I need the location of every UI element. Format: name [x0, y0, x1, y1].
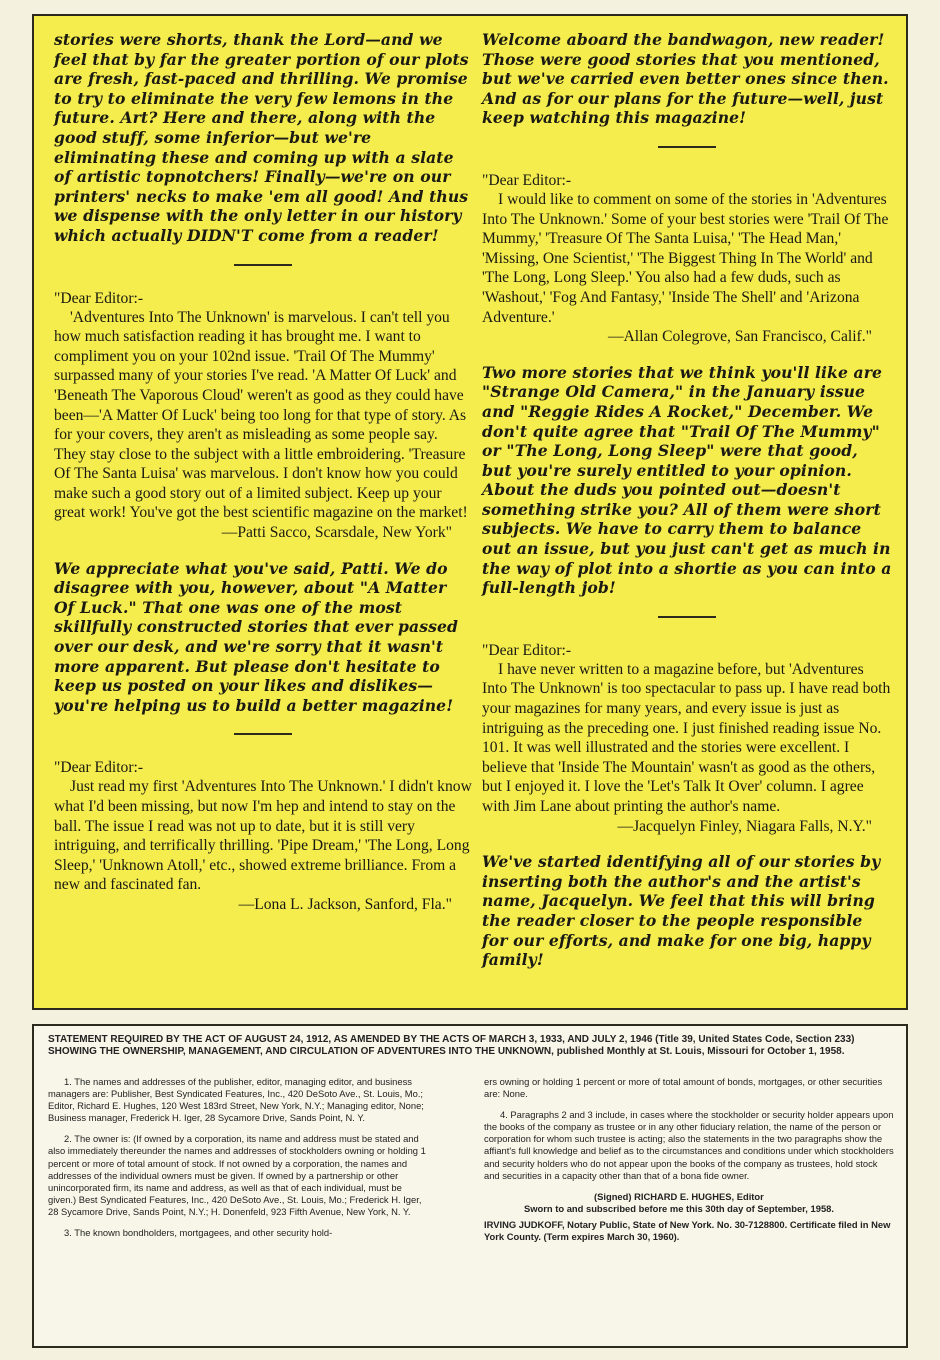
editor-signature: (Signed) RICHARD E. HUGHES, Editor: [594, 1190, 764, 1202]
letter-signature: —Jacquelyn Finley, Niagara Falls, N.Y.": [617, 817, 872, 835]
letter-greeting: "Dear Editor:-: [54, 759, 144, 777]
letter-body: I have never written to a magazine before, but 'Adventures Into The Unknown' is too spectacular to pass up. I have read both your magazines for many years, and every issue is just as intriguing as the preceding one. I just finished reading issue No. 101. It was well illustrated and the stories were excellent. I believe that 'Inside The Mountain' wasn't as good as the others, but I enjoyed it. I love the 'Let's Talk It Over' column. I agree with Jim Lane about printing the author's name.: [482, 660, 891, 815]
separator-rule: [234, 264, 292, 266]
statement-heading: STATEMENT REQUIRED BY THE ACT OF AUGUST 24, 1912, AS AMENDED BY THE ACTS OF MARCH 3, 1933, AND JULY 2, 1946 (Title 39, United States Code, Section 233) SHOWING THE OWNERSHIP, MANAGEMENT, AND CIRCULATION OF ADVENTURES INTO THE UNKNOWN, published Monthly at St. Louis, Missouri for October 1, 1958.: [48, 1034, 855, 1058]
letter-greeting: "Dear Editor:-: [482, 641, 572, 659]
letter-body: Just read my first 'Adventures Into The Unknown.' I didn't know what I'd been missing, but now I'm hep and intend to stay on the ball. The issue I read was not up to date, but it is still very intriguing, and terrifically thrilling. 'Pipe Dream,' 'The Long, Long Sleep,' 'Unknown Atoll,' etc., showed extreme brilliance. From a new and fascinated fan.: [54, 778, 472, 894]
letter-signature: —Allan Colegrove, San Francisco, Calif.": [607, 328, 872, 346]
letter-signature: —Patti Sacco, Scarsdale, New York": [221, 524, 452, 542]
letter-greeting: "Dear Editor:-: [482, 171, 572, 189]
letters-column-left: [54, 30, 472, 915]
sworn-line: Sworn to and subscribed before me this 30th day of September, 1958.: [524, 1202, 834, 1214]
statement-paragraph: 1. The names and addresses of the publisher, editor, managing editor, and business managers are: Publisher, Best Syndicated Features, Inc., 420 DeSoto Ave., St. Louis, Mo.; Editor, Richard E. Hughes, 120 West 183rd Street, New York, N.Y.; Managing editor, None; Business manager, Frederick H. Iger, 28 Sycamore Drive, Sands Point, N. Y.: [48, 1076, 424, 1124]
letter-body: I would like to comment on some of the stories in 'Adventures Into The Unknown.' Some of your best stories were 'Trail Of The Mummy,' 'Treasure Of The Santa Luisa,' 'The Head Man,' 'Missing, One Scientist,' 'The Biggest Thing In The World' and 'The Long, Long Sleep.' You also had a few duds, such as 'Washout,' 'Fog And Fantasy,' 'Inside The Shell' and 'Arizona Adventure.': [482, 190, 889, 326]
statement-column-right: [484, 1076, 894, 1243]
letters-panel: [32, 14, 908, 1010]
letter-signature: —Lona L. Jackson, Sanford, Fla.": [238, 895, 452, 913]
separator-rule: [234, 733, 292, 735]
statement-paragraph: ers owning or holding 1 percent or more of total amount of bonds, mortgages, or other securities are: None.: [484, 1076, 883, 1100]
letter-greeting: "Dear Editor:-: [54, 289, 144, 307]
editor-reply-intro: stories were shorts, thank the Lord—and we feel that by far the greater portion of our plots are fresh, fast-paced and thrilling. We promise to try to eliminate the very few lemons in the future. Art? Here and there, along with the good stuff, some inferior—but we're eliminating these and coming up with a slate of artistic topnotchers! Finally—we're on our printers' necks to make 'em all good! And thus we dispense with the only letter in our history which actually DIDN'T come from a reader!: [54, 30, 469, 245]
statement-paragraph: 2. The owner is: (If owned by a corporation, its name and address must be stated and also immediately thereunder the names and addresses of stockholders owning or holding 1 percent or more of total amount of stock. If not owned by a corporation, the names and addresses of the individual owners must be given. If owned by a partnership or other unincorporated firm, its name and address, as well as that of each individual, must be given.) Best Syndicated Features, Inc., 420 DeSoto Ave., St. Louis, Mo.; Frederick H. Iger, 28 Sycamore Drive, Sands Point, N.Y.; H. Donenfeld, 923 Fifth Avenue, New York, N. Y.: [48, 1133, 426, 1217]
editor-reply: Two more stories that we think you'll like are "Strange Old Camera," in the January issue and "Reggie Rides A Rocket," December. We don't quite agree that "Trail Of The Mummy" or "The Long, Long Sleep" were that good, but you're surely entitled to your opinion. About the duds you pointed out—doesn't something strike you? All of them were short subjects. We have to carry them to balance out an issue, but you just can't get as much in the way of plot into a shortie as you can into a full-length job!: [482, 362, 892, 598]
editor-reply: We appreciate what you've said, Patti. We do disagree with you, however, about "A Matter Of Luck." That one was one of the most skillfully constructed stories that ever passed over our desk, and we're sorry that it wasn't more apparent. But please don't hesitate to keep us posted on your likes and dislikes—you're helping us to build a better magazine!: [54, 558, 459, 715]
letter-body: 'Adventures Into The Unknown' is marvelous. I can't tell you how much satisfaction reading it has brought me. I want to compliment you on your 102nd issue. 'Trail Of The Mummy' surpassed many of your stories I've read. 'A Matter Of Luck' and 'Beneath The Vaporous Cloud' weren't as good as they could have been—'A Matter Of Luck' being too long for that type of story. As for your covers, they aren't as misleading as some people say. They stay close to the subject with a little embroidering. 'Treasure Of The Santa Luisa' was marvelous. I don't know how you could make such a good story out of a limited subject. Keep up your great work! You've got the best scientific magazine on the market!: [54, 308, 468, 522]
statement-paragraph: 4. Paragraphs 2 and 3 include, in cases where the stockholder or security holder appears upon the books of the company as trustee or in any other fiduciary relation, the name of the person or corporation for whom such trustee is acting; also the statements in the two paragraphs show the affiant's full knowledge and belief as to the circumstances and conditions under which stockholders and security holders who do not appear upon the books of the company as trustees, hold stock and securities in a capacity other than that of a bona fide owner.: [484, 1109, 894, 1181]
separator-rule: [658, 616, 716, 618]
statement-paragraph: 3. The known bondholders, mortgagees, and other security hold-: [64, 1227, 333, 1239]
editor-reply: Welcome aboard the bandwagon, new reader! Those were good stories that you mentioned, but we've carried even better ones since then. And as for our plans for the future—well, just keep watching this magazine!: [482, 30, 889, 128]
statement-column-left: [48, 1076, 428, 1248]
editor-reply: We've started identifying all of our stories by inserting both the author's and the artist's name, Jacquelyn. We feel that this will bring the reader closer to the people responsible for our efforts, and make for one big, happy family!: [482, 852, 881, 970]
notary-line: IRVING JUDKOFF, Notary Public, State of New York. No. 30-7128800. Certificate filed in New York County. (Term expires March 30, 1960).: [484, 1218, 891, 1243]
ownership-statement: [32, 1024, 908, 1348]
separator-rule: [658, 146, 716, 148]
letters-column-right: [482, 30, 892, 970]
